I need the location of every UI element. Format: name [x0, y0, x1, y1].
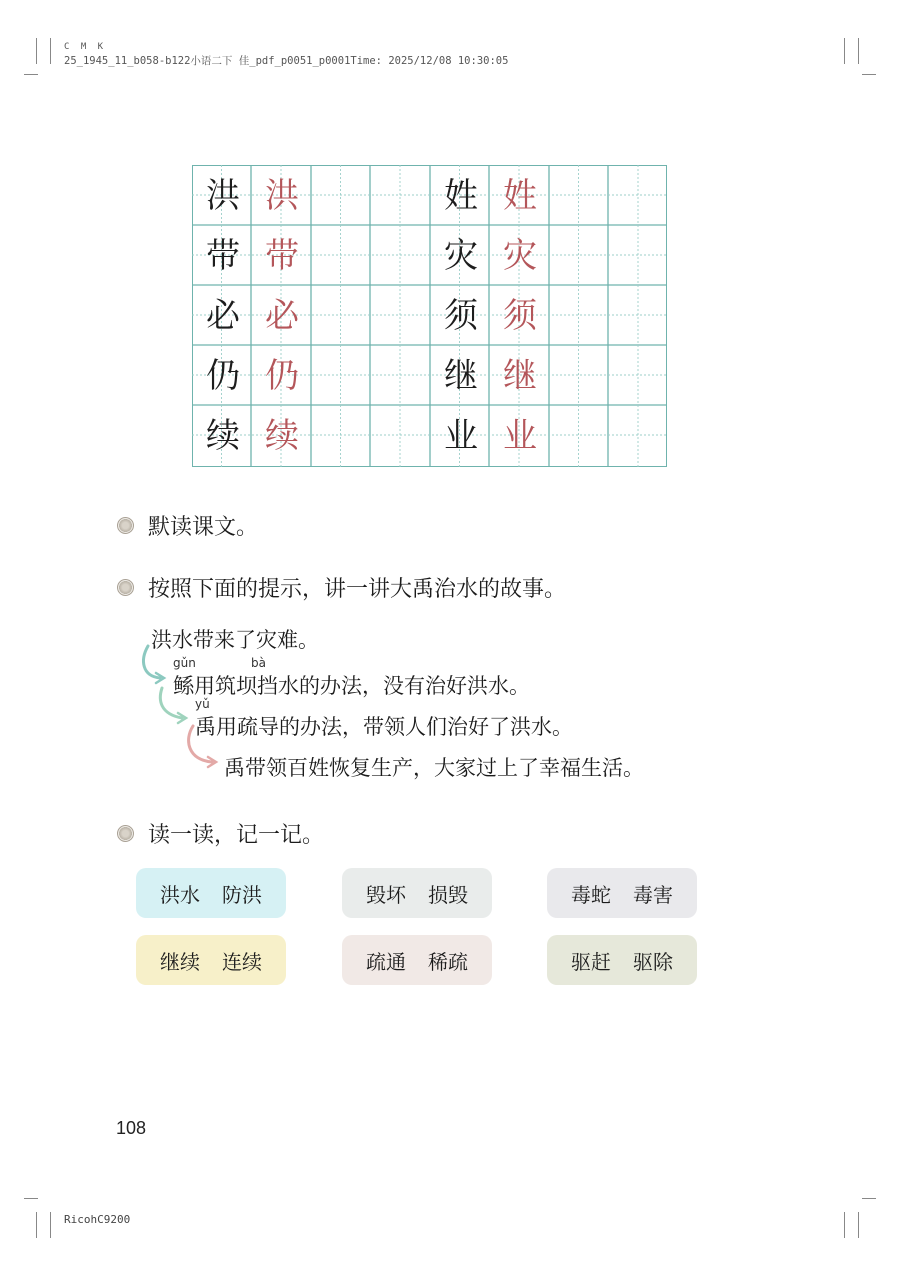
word: 稀疏: [428, 949, 468, 974]
model-char: 姓: [444, 176, 478, 216]
section-bullet-icon: [117, 825, 134, 842]
crop-mark: [50, 38, 51, 64]
model-char: 必: [206, 296, 240, 336]
crop-mark: [24, 1198, 38, 1199]
word-box: [342, 935, 492, 985]
model-char: 灾: [444, 236, 478, 276]
story-step-1: 洪水带来了灾难。: [151, 628, 319, 652]
word: 连续: [222, 949, 262, 974]
word: 驱除: [633, 949, 673, 974]
section-silent-reading: [117, 510, 258, 541]
trace-char: 洪: [265, 176, 299, 216]
trace-char: 带: [265, 236, 299, 276]
story-step-3: 禹用疏导的办法，带领人们治好了洪水。: [195, 715, 573, 739]
model-char: 须: [444, 296, 478, 336]
word: 损毁: [428, 882, 468, 907]
crop-mark: [858, 38, 859, 64]
pinyin-ba: bà: [251, 656, 266, 670]
model-char: 业: [444, 416, 478, 456]
pinyin-yu: yǔ: [195, 697, 210, 711]
trace-char: 姓: [503, 176, 537, 216]
word: 毁坏: [366, 882, 406, 907]
word: 驱赶: [571, 949, 611, 974]
crop-mark: [36, 1212, 37, 1238]
crop-mark: [862, 1198, 876, 1199]
section-bullet-icon: [117, 517, 134, 534]
word: 毒蛇: [571, 882, 611, 907]
pinyin-gun: gǔn: [173, 656, 196, 670]
story-step-2: 鲧用筑坝挡水的办法，没有治好洪水。: [173, 674, 530, 698]
section-read-remember: [117, 818, 324, 849]
trace-char: 续: [265, 416, 299, 456]
crop-mark: [24, 74, 38, 75]
print-header-info: 25_1945_11_b058-b122小语二下 佳_pdf_p0051_p0001Time: 2025/12/08 10:30:05: [64, 55, 509, 67]
print-header-cmk: C M K: [64, 42, 107, 52]
word-box: [547, 868, 697, 918]
word: 防洪: [222, 882, 262, 907]
section-tell-story: [117, 572, 566, 603]
crop-mark: [36, 38, 37, 64]
word-box: [136, 868, 286, 918]
word: 洪水: [160, 882, 200, 907]
printer-footer: RicohC9200: [64, 1213, 131, 1226]
word-box: [547, 935, 697, 985]
trace-char: 继: [503, 356, 537, 396]
word: 毒害: [633, 882, 673, 907]
section-bullet-icon: [117, 579, 134, 596]
section-title: 读一读，记一记。: [148, 823, 325, 848]
trace-char: 必: [265, 296, 299, 336]
crop-mark: [862, 74, 876, 75]
word: 继续: [160, 949, 200, 974]
model-char: 继: [444, 356, 478, 396]
section-title: 默读课文。: [148, 515, 259, 540]
trace-char: 仍: [265, 356, 299, 396]
trace-char: 灾: [503, 236, 537, 276]
word-box: [136, 935, 286, 985]
story-step-4: 禹带领百姓恢复生产，大家过上了幸福生活。: [224, 756, 644, 780]
crop-mark: [844, 38, 845, 64]
model-char: 带: [206, 236, 240, 276]
page-number: 108: [116, 1118, 147, 1138]
crop-mark: [50, 1212, 51, 1238]
trace-char: 须: [503, 296, 537, 336]
word-box: [342, 868, 492, 918]
trace-char: 业: [503, 416, 537, 456]
character-practice-grid: [192, 165, 667, 467]
model-char: 仍: [206, 356, 240, 396]
crop-mark: [858, 1212, 859, 1238]
crop-mark: [844, 1212, 845, 1238]
model-char: 续: [206, 416, 240, 456]
word: 疏通: [366, 949, 406, 974]
section-title: 按照下面的提示，讲一讲大禹治水的故事。: [148, 577, 567, 602]
model-char: 洪: [206, 176, 240, 216]
